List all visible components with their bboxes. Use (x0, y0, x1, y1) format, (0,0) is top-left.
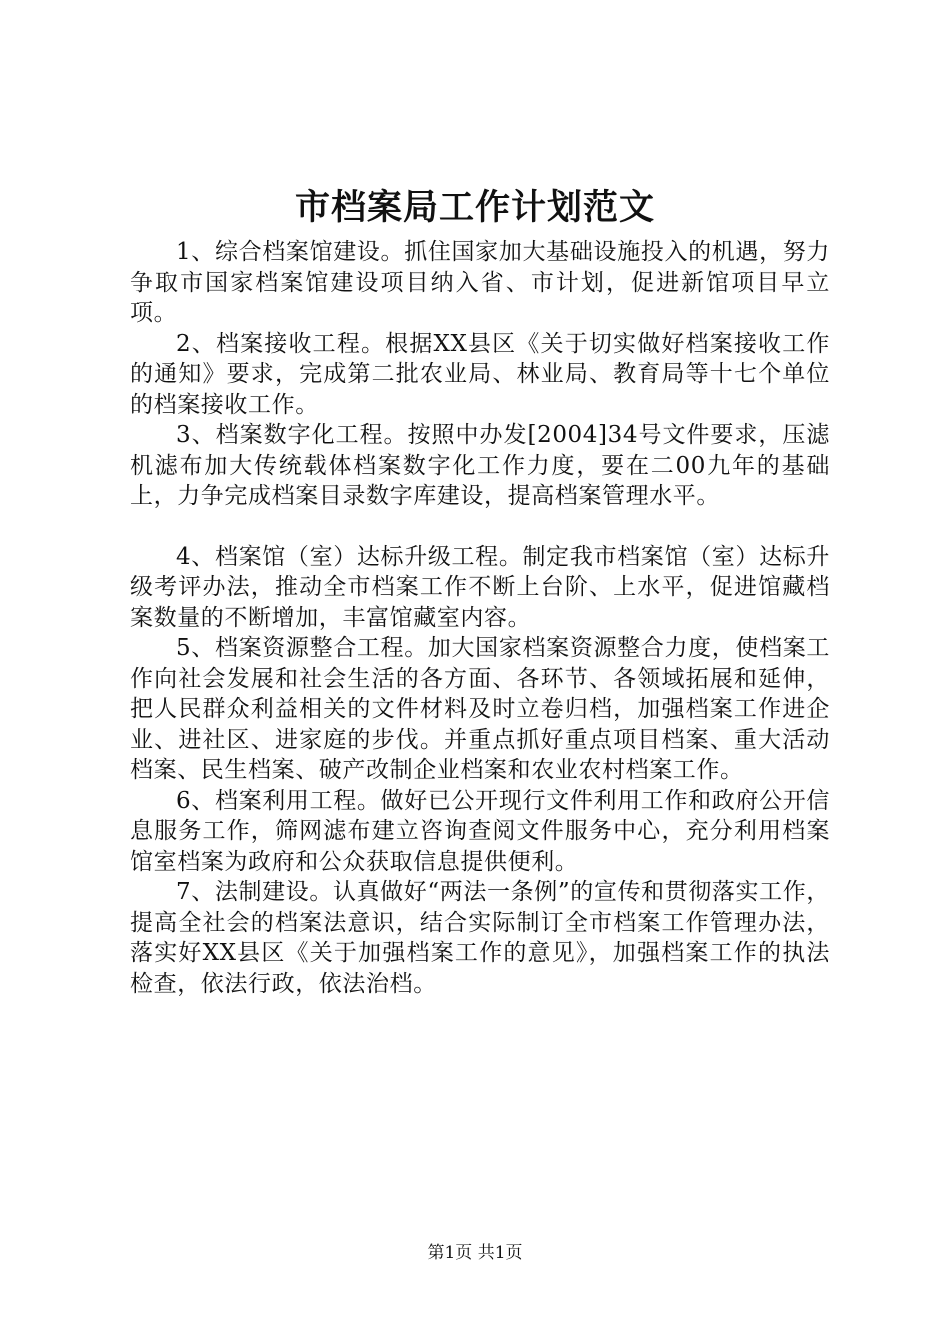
page-footer: 第1页 共1页 (427, 1243, 523, 1263)
paragraph-1: 1、综合档案馆建设。抓住国家加大基础设施投入的机遇，努力争取市国家档案馆建设项目纳入省、市计划，促进新馆项目早立项。 (130, 239, 830, 326)
paragraph-4: 4、档案馆（室）达标升级工程。制定我市档案馆（室）达标升级考评办法，推动全市档案工作不断上台阶、上水平，促进馆藏档案数量的不断增加，丰富馆藏室内容。 (130, 543, 830, 631)
document-body (130, 237, 830, 999)
paragraph-3: 3、档案数字化工程。按照中办发[2004]34号文件要求，压滤机滤布加大传统载体档案数字化工作力度，要在二00九年的基础上，力争完成档案目录数字库建设，提高档案管理水平。 (130, 422, 830, 509)
paragraph-5: 5、档案资源整合工程。加大国家档案资源整合力度，使档案工作向社会发展和社会生活的各方面、各环节、各领域拓展和延伸，把人民群众利益相关的文件材料及时立卷归档，加强档案工作进企业、进社区、进家庭的步伐。并重点抓好重点项目档案、重大活动档案、民生档案、破产改制企业档案和农业农村档案工作。 (130, 635, 830, 783)
paragraph-2: 2、档案接收工程。根据XX县区《关于切实做好档案接收工作的通知》要求，完成第二批农业局、林业局、教育局等十七个单位的档案接收工作。 (130, 330, 830, 418)
page-title: 市档案局工作计划范文 (294, 187, 655, 228)
paragraph-6: 6、档案利用工程。做好已公开现行文件利用工作和政府公开信息服务工作，筛网滤布建立咨询查阅文件服务中心，充分利用档案馆室档案为政府和公众获取信息提供便利。 (130, 787, 830, 875)
paragraph-7: 7、法制建设。认真做好“两法一条例”的宣传和贯彻落实工作，提高全社会的档案法意识，结合实际制订全市档案工作管理办法，落实好XX县区《关于加强档案工作的意见》，加强档案工作的执法检查，依法行政，依法治档。 (130, 879, 830, 997)
